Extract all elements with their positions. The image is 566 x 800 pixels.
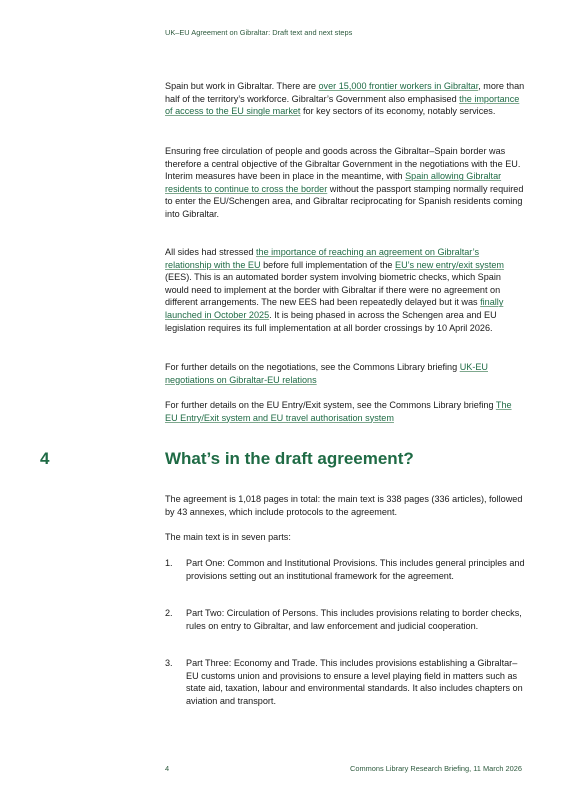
paragraph-text: All sides had stressed [165, 247, 256, 257]
link-cross-border[interactable]: Spain allowing Gibraltar residents to continue to cross the border [165, 171, 502, 194]
link-frontier-workers[interactable]: over 15,000 frontier workers in Gibraltar [318, 81, 479, 91]
intro-paragraph: The main text is in seven parts: [165, 532, 291, 542]
section-title: What’s in the draft agreement? [165, 449, 414, 468]
paragraph-text: Ensuring free circulation of people and goods across the Gibraltar–Spain border was therefore a central objective of the Gibraltar Government in the negotiations with the EU. Interim measures have been in place in the meantime, with [165, 146, 521, 182]
paragraph-frontier-workers [165, 80, 525, 118]
paragraph-free-circulation [165, 145, 525, 221]
list-text: Part One: Common and Institutional Provisions. This includes general principles and provisions setting out an institutional framework for the agreement. [186, 558, 525, 581]
paragraph-ees [165, 246, 525, 334]
paragraph-further-negotiations [165, 361, 525, 386]
list-number: 2. [165, 608, 173, 618]
running-header: UK–EU Agreement on Gibraltar: Draft text and next steps [165, 28, 353, 37]
link-ees-launch[interactable]: finally launched in October 2025 [165, 297, 504, 320]
paragraph-text: . It is being phased in across the Schengen area and EU legislation requires its full implementation at all border crossings by 10 April 2026. [165, 309, 497, 333]
link-single-market[interactable]: the importance of access to the EU single market [165, 93, 520, 117]
footer-page-number: 4 [165, 764, 170, 773]
link-importance-agreement[interactable]: the importance of reaching an agreement on Gibraltar’s relationship with the EU [165, 247, 480, 270]
link-ees[interactable]: EU’s new entry/exit system [395, 259, 505, 270]
paragraph-text: For further details on the EU Entry/Exit system, see the Commons Library briefing [165, 400, 496, 410]
paragraph-text: without the passport stamping normally required to enter the EU/Schengen area, and Gibraltar reciprocating for Spanish residents coming into Gibraltar. [165, 183, 524, 219]
paragraph-text: For further details on the negotiations, see the Commons Library briefing [165, 362, 460, 372]
list-number: 3. [165, 658, 173, 668]
intro-paragraph: The agreement is 1,018 pages in total: the main text is 338 pages (336 articles), followed by 43 annexes, which include protocols to the agreement. [165, 494, 523, 517]
section-number: 4 [40, 449, 50, 468]
section-intro [165, 493, 525, 518]
paragraph-text: , more than half of the territory’s workforce. Gibraltar’s Government also emphasised [165, 81, 525, 104]
paragraph-text: before full implementation of the [260, 259, 396, 270]
paragraph-text: (EES). This is an automated border system involving biometric checks, which Spain would need to implement at the border with Gibraltar if there were no agreement on different arrangements. The new EES had been repeatedly delayed but it was [165, 272, 501, 308]
link-negotiations-briefing[interactable]: UK-EU negotiations on Gibraltar-EU relations [165, 362, 488, 385]
footer-source: Commons Library Research Briefing, 11 March 2026 [350, 764, 522, 773]
paragraph-further-ees [165, 399, 525, 424]
list-text: Part Three: Economy and Trade. This includes provisions establishing a Gibraltar–EU customs union and provisions to ensure a level playing field in matters such as state aid, taxation, labour and environmental standards. It also includes chapters on aviation and transport. [186, 658, 523, 706]
list-text: Part Two: Circulation of Persons. This includes provisions relating to border checks, rules on entry to Gibraltar, and law enforcement and judicial cooperation. [186, 608, 522, 631]
paragraph-text: for key sectors of its economy, notably services. [300, 106, 496, 117]
paragraph-text: Spain but work in Gibraltar. There are [165, 81, 319, 91]
list-number: 1. [165, 558, 173, 568]
section-intro-2 [165, 531, 525, 544]
link-ees-briefing[interactable]: The EU Entry/Exit system and EU travel authorisation system [165, 400, 512, 423]
